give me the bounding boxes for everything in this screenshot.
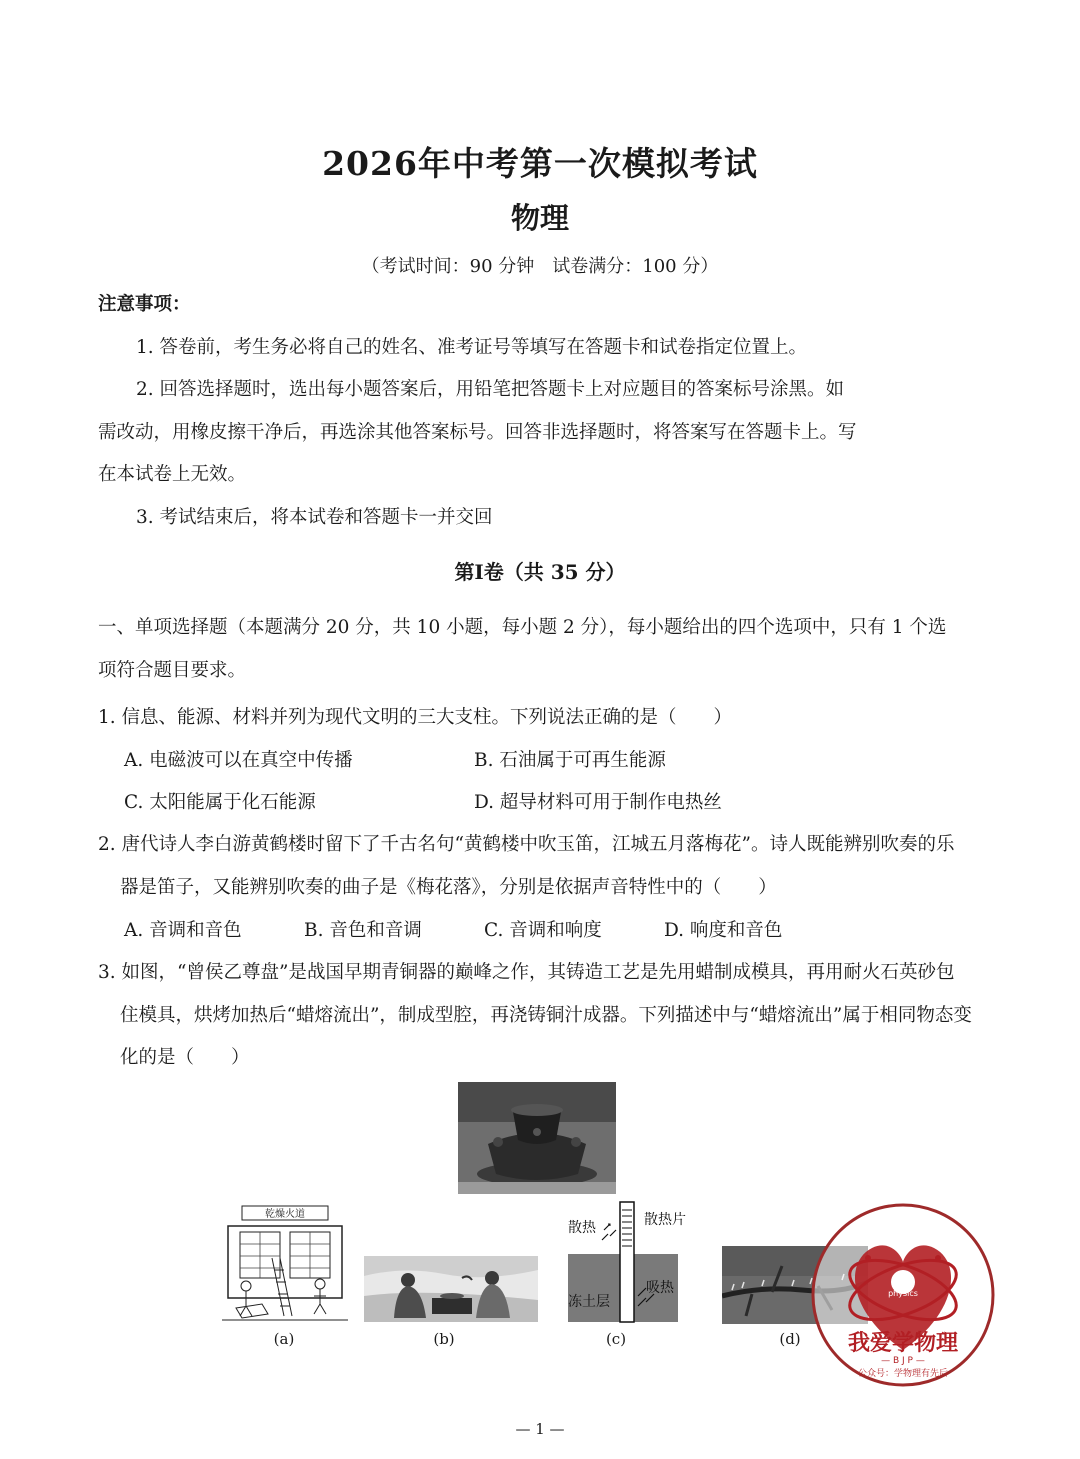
watermark-footer: 公众号：学物理有先后 <box>857 1369 949 1379</box>
figure-c-sanre-text: 散热 <box>568 1220 596 1236</box>
q3-stem-line-1: 3. 如图，“曾侯乙尊盘”是战国早期青铜器的巅峰之作，其铸造工艺是先用蜡制成模具，再用耐火石英砂包 <box>98 962 955 983</box>
notice-item-3: 3. 考试结束后，将本试卷和答题卡一并交回 <box>136 507 493 528</box>
figure-a-drying-kiln <box>222 1198 348 1322</box>
q2-stem-line-2: 器是笛子，又能辨别吹奏的曲子是《梅花落》，分别是依据声音特性中的（ ） <box>120 877 777 898</box>
bronze-vessel-photo <box>458 1082 616 1194</box>
part1-instructions-line-1: 一、单项选择题（本题满分 20 分，共 10 小题，每小题 2 分），每小题给出的四个选项中，只有 1 个选 <box>98 617 947 638</box>
exam-meta: （考试时间：90 分钟 试卷满分：100 分） <box>361 256 719 277</box>
notice-item-1: 1. 答卷前，考生务必将自己的姓名、准考证号等填写在答题卡和试卷指定位置上。 <box>136 337 808 358</box>
watermark-badge: physics <box>888 1289 918 1298</box>
q2-option-b: B. 音色和音调 <box>304 920 422 941</box>
figure-b-label: (b) <box>433 1330 455 1348</box>
q3-stem-line-2: 住模具，烘烤加热后“蜡熔流出”，制成型腔，再浇铸铜汁成器。下列描述中与“蜡熔流出”属于相同物态变 <box>120 1005 972 1026</box>
q1-option-d: D. 超导材料可用于制作电热丝 <box>474 792 722 813</box>
figure-a-sign: 乾燥火道 <box>265 1209 305 1220</box>
q2-option-d: D. 响度和音色 <box>664 920 783 941</box>
exam-title: 2026年中考第一次模拟考试 <box>322 144 758 183</box>
figure-b-tea-scene <box>364 1256 538 1322</box>
watermark-stamp <box>808 1200 998 1390</box>
figure-d-label: (d) <box>779 1330 801 1348</box>
watermark-name: 我爱学物理 <box>847 1331 959 1356</box>
q3-stem-line-3: 化的是（ ） <box>120 1047 250 1068</box>
q1-option-a: A. 电磁波可以在真空中传播 <box>124 750 353 771</box>
q2-stem-line-1: 2. 唐代诗人李白游黄鹤楼时留下了千古名句“黄鹤楼中吹玉笛，江城五月落梅花”。诗人既能辨别吹奏的乐 <box>98 834 955 855</box>
notice-item-2-line-3: 在本试卷上无效。 <box>98 464 247 485</box>
notice-item-2-line-1: 2. 回答选择题时，选出每小题答案后，用铅笔把答题卡上对应题目的答案标号涂黑。如 <box>136 379 845 400</box>
watermark-code: — B J P — <box>881 1356 925 1366</box>
q1-stem: 1. 信息、能源、材料并列为现代文明的三大支柱。下列说法正确的是（ ） <box>98 707 733 728</box>
figure-c-label: (c) <box>605 1330 627 1348</box>
notice-item-2-line-2: 需改动，用橡皮擦干净后，再选涂其他答案标号。回答非选择题时，将答案写在答题卡上。写 <box>98 422 857 443</box>
notice-heading: 注意事项： <box>98 294 191 315</box>
figure-c-sanrepian-text: 散热片 <box>644 1212 686 1228</box>
figure-c-dongtu-text: 冻土层 <box>568 1294 610 1310</box>
page-number: — 1 — <box>515 1420 565 1438</box>
part1-instructions-line-2: 项符合题目要求。 <box>98 660 247 681</box>
figure-c-heat-pipe-diagram <box>566 1200 716 1324</box>
q2-option-c: C. 音调和响度 <box>484 920 602 941</box>
q1-option-b: B. 石油属于可再生能源 <box>474 750 666 771</box>
section-title: 第Ⅰ卷（共 35 分） <box>454 560 626 584</box>
figure-c-xire-text: 吸热 <box>646 1280 674 1296</box>
figure-a-label: (a) <box>273 1330 295 1348</box>
q2-option-a: A. 音调和音色 <box>124 920 242 941</box>
q1-option-c: C. 太阳能属于化石能源 <box>124 792 316 813</box>
exam-subject: 物理 <box>510 201 569 235</box>
